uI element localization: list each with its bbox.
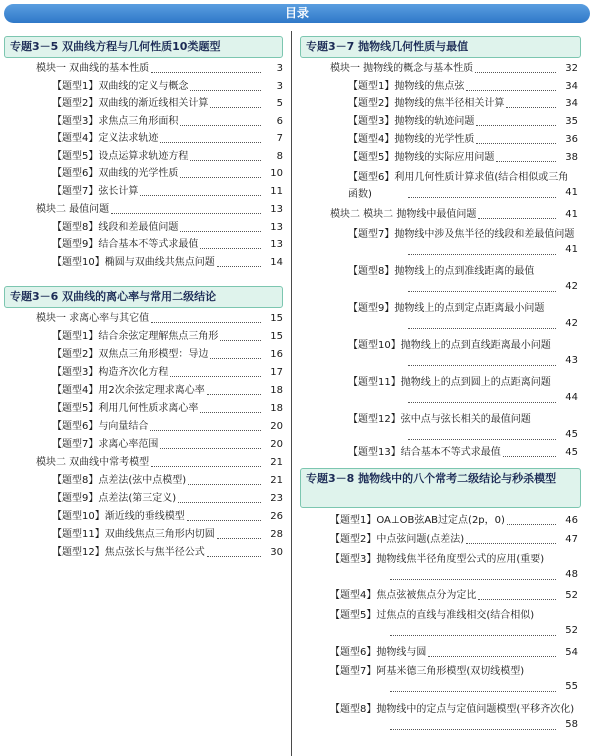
toc-item-page: 10 — [270, 168, 283, 179]
toc-item-label: 【题型8】抛物线上的点到准线距离的最值 — [348, 266, 535, 277]
toc-item-page: 3 — [276, 63, 283, 74]
leader-dots — [207, 394, 261, 395]
toc-item-page: 18 — [270, 385, 283, 396]
toc-item-page: 32 — [565, 63, 578, 74]
leader-dots — [408, 197, 556, 198]
toc-item-label: 【题型5】利用几何性质求离心率 — [52, 403, 199, 414]
toc-item-label: 【题型13】结合基本不等式求最值 — [348, 447, 501, 458]
leader-dots — [475, 72, 556, 73]
leader-dots — [151, 322, 261, 323]
leader-dots — [506, 107, 556, 108]
toc-item-page: 46 — [565, 515, 578, 526]
toc-item-page: 13 — [270, 204, 283, 215]
toc-item-label: 【题型5】过焦点的直线与准线相交(结合相似) — [330, 610, 535, 621]
toc-item-label: 【题型9】抛物线上的点到定点距离最小问题 — [348, 303, 545, 314]
leader-dots — [217, 538, 261, 539]
toc-item-page: 28 — [270, 529, 283, 540]
toc-item-label: 【题型1】OA⊥OB弦AB过定点(2p，0) — [330, 515, 505, 526]
toc-item-page: 45 — [565, 429, 578, 440]
leader-dots — [210, 358, 261, 359]
leader-dots — [390, 635, 556, 636]
leader-dots — [408, 291, 556, 292]
leader-dots — [160, 142, 261, 143]
toc-item-page: 13 — [270, 221, 283, 233]
toc-item-label: 模块二 模块二 抛物线中最值问题 — [330, 209, 477, 220]
toc-title-bar — [4, 4, 590, 23]
toc-item-label: 【题型4】焦点弦被焦点分为定比 — [330, 590, 477, 601]
toc-item-label: 【题型2】双曲线的渐近线相关计算 — [52, 98, 209, 109]
toc-item-page: 42 — [565, 318, 578, 329]
toc-item-label: 模块二 最值问题 — [36, 204, 110, 215]
toc-item-page: 21 — [270, 457, 283, 468]
toc-item-page: 17 — [270, 367, 283, 378]
toc-item-label: 模块二 双曲线中常考模型 — [36, 457, 150, 468]
leader-dots — [150, 430, 261, 431]
toc-item-label: 【题型6】利用几何性质计算求值(结合相似或三角函数) — [348, 172, 569, 200]
section-banner: 专题3－5 双曲线方程与几何性质10类题型 — [4, 36, 283, 58]
leader-dots — [408, 402, 556, 403]
section-banner: 专题3－8 抛物线中的八个常考二级结论与秒杀模型 — [300, 468, 581, 508]
leader-dots — [151, 72, 261, 73]
toc-item-page: 15 — [270, 331, 283, 342]
toc-item-label: 模块一 求离心率与其它值 — [36, 313, 150, 324]
toc-item-page: 5 — [276, 98, 283, 109]
toc-item-label: 【题型8】线段和差最值问题 — [52, 221, 179, 233]
leader-dots — [507, 524, 556, 525]
toc-item-label: 【题型6】抛物线与圆 — [330, 647, 427, 658]
toc-item-label: 【题型9】结合基本不等式求最值 — [52, 239, 199, 250]
toc-item-label: 【题型6】双曲线的光学性质 — [52, 168, 179, 179]
toc-item-page: 6 — [276, 115, 283, 127]
column-divider — [291, 31, 292, 756]
toc-item-label: 模块一 抛物线的概念与基本性质 — [330, 63, 474, 74]
toc-item-page: 16 — [270, 349, 283, 360]
toc-item-page: 23 — [270, 493, 283, 504]
leader-dots — [503, 456, 556, 457]
toc-item-label: 【题型6】与向量结合 — [52, 421, 149, 432]
toc-item-label: 【题型1】双曲线的定义与概念 — [52, 80, 189, 92]
toc-item-label: 【题型3】求焦点三角形面积 — [52, 115, 179, 127]
toc-item-page: 15 — [270, 313, 283, 324]
toc-item-page: 45 — [565, 447, 578, 458]
toc-item-label: 【题型5】设点运算求轨迹方程 — [52, 150, 189, 162]
toc-item-label: 【题型12】弦中点与弦长相关的最值问题 — [348, 414, 531, 425]
leader-dots — [220, 340, 261, 341]
leader-dots — [390, 579, 556, 580]
toc-item-page: 7 — [276, 133, 283, 144]
leader-dots — [190, 90, 261, 91]
toc-item-label: 【题型10】渐近线的垂线模型 — [52, 511, 185, 522]
leader-dots — [428, 656, 556, 657]
leader-dots — [476, 125, 556, 126]
toc-item-page: 26 — [270, 511, 283, 522]
toc-item-label: 【题型11】双曲线焦点三角形内切圆 — [52, 529, 215, 540]
toc-item-label: 【题型5】抛物线的实际应用问题 — [348, 152, 495, 163]
toc-item-page: 20 — [270, 421, 283, 432]
toc-item-label: 【题型10】抛物线上的点到直线距离最小问题 — [348, 340, 551, 351]
leader-dots — [190, 160, 261, 161]
leader-dots — [408, 439, 556, 440]
toc-item-label: 【题型4】抛物线的光学性质 — [348, 134, 475, 145]
toc-item-page: 36 — [565, 134, 578, 145]
leader-dots — [178, 502, 261, 503]
leader-dots — [160, 448, 261, 449]
toc-item-page: 13 — [270, 239, 283, 250]
toc-item-page: 34 — [565, 81, 578, 92]
toc-item-label: 【题型7】求离心率范围 — [52, 439, 159, 450]
toc-item-label: 【题型1】结合余弦定理解焦点三角形 — [52, 331, 219, 342]
toc-item-label: 【题型7】阿基米德三角形模型(双切线模型) — [330, 666, 525, 677]
toc-item-page: 18 — [270, 403, 283, 414]
toc-item-label: 【题型2】双焦点三角形模型：导边 — [52, 349, 209, 360]
toc-item-label: 【题型4】定义法求轨迹 — [52, 133, 159, 144]
leader-dots — [408, 254, 556, 255]
toc-item-label: 【题型3】抛物线焦半径角度型公式的应用(重要) — [330, 554, 545, 565]
toc-item-page: 8 — [276, 150, 283, 162]
toc-item-label: 【题型11】抛物线上的点到圆上的点距离问题 — [348, 377, 551, 388]
toc-item-page: 47 — [565, 534, 578, 545]
toc-item-label: 【题型8】抛物线中的定点与定值问题模型(平移齐次化) — [330, 704, 575, 715]
section-banner: 专题3－6 双曲线的离心率与常用二级结论 — [4, 286, 283, 308]
leader-dots — [111, 213, 261, 214]
toc-item-page: 30 — [270, 547, 283, 558]
toc-item-label: 【题型12】焦点弦长与焦半径公式 — [52, 547, 205, 558]
toc-item-label: 【题型1】抛物线的焦点弦 — [348, 81, 465, 92]
toc-item-label: 模块一 双曲线的基本性质 — [36, 63, 150, 74]
toc-item-page: 21 — [270, 475, 283, 486]
leader-dots — [180, 125, 261, 126]
leader-dots — [180, 177, 261, 178]
leader-dots — [188, 484, 261, 485]
leader-dots — [466, 90, 556, 91]
toc-item-page: 14 — [270, 256, 283, 268]
leader-dots — [151, 466, 261, 467]
toc-item-label: 【题型7】弦长计算 — [52, 185, 139, 197]
toc-item-page: 48 — [565, 569, 578, 580]
leader-dots — [478, 599, 556, 600]
toc-item-page: 43 — [565, 355, 578, 366]
toc-item-page: 42 — [565, 281, 578, 292]
toc-item-label: 【题型3】构造齐次化方程 — [52, 367, 169, 378]
leader-dots — [496, 161, 556, 162]
toc-item-page: 38 — [565, 152, 578, 163]
toc-item-page: 20 — [270, 439, 283, 450]
toc-item-page: 52 — [565, 590, 578, 601]
toc-item-page: 41 — [565, 209, 578, 220]
leader-dots — [187, 520, 261, 521]
toc-item-page: 52 — [565, 625, 578, 636]
toc-item-label: 【题型8】点差法(弦中点模型) — [52, 475, 187, 486]
leader-dots — [140, 195, 261, 196]
leader-dots — [466, 543, 556, 544]
toc-item-label: 【题型2】中点弦问题(点差法) — [330, 534, 465, 545]
leader-dots — [390, 729, 556, 730]
toc-item-label: 【题型3】抛物线的轨迹问题 — [348, 116, 475, 127]
leader-dots — [200, 412, 261, 413]
leader-dots — [210, 107, 261, 108]
leader-dots — [478, 218, 556, 219]
toc-item-page: 55 — [565, 681, 578, 692]
leader-dots — [217, 266, 261, 267]
toc-item-label: 【题型4】用2次余弦定理求离心率 — [52, 385, 205, 396]
toc-item-page: 44 — [565, 392, 578, 403]
toc-item-page: 34 — [565, 98, 578, 109]
section-banner: 专题3－7 抛物线几何性质与最值 — [300, 36, 581, 58]
leader-dots — [207, 556, 261, 557]
toc-item-page: 11 — [270, 185, 283, 197]
leader-dots — [476, 143, 556, 144]
toc-item-page: 3 — [276, 80, 283, 92]
toc-item-page: 41 — [565, 187, 578, 198]
toc-item-label: 【题型10】椭圆与双曲线共焦点问题 — [52, 256, 215, 268]
leader-dots — [390, 691, 556, 692]
leader-dots — [180, 231, 261, 232]
toc-item-label: 【题型9】点差法(第三定义) — [52, 493, 177, 504]
toc-item-page: 54 — [565, 647, 578, 658]
toc-item-page: 58 — [565, 719, 578, 730]
leader-dots — [170, 376, 261, 377]
leader-dots — [408, 365, 556, 366]
toc-item-label: 【题型7】抛物线中涉及焦半径的线段和差最值问题 — [348, 229, 575, 240]
toc-item-label: 【题型2】抛物线的焦半径相关计算 — [348, 98, 505, 109]
toc-item-page: 41 — [565, 244, 578, 255]
toc-title: 目录 — [284, 6, 309, 20]
leader-dots — [408, 328, 556, 329]
leader-dots — [200, 248, 261, 249]
toc-item-page: 35 — [565, 116, 578, 127]
